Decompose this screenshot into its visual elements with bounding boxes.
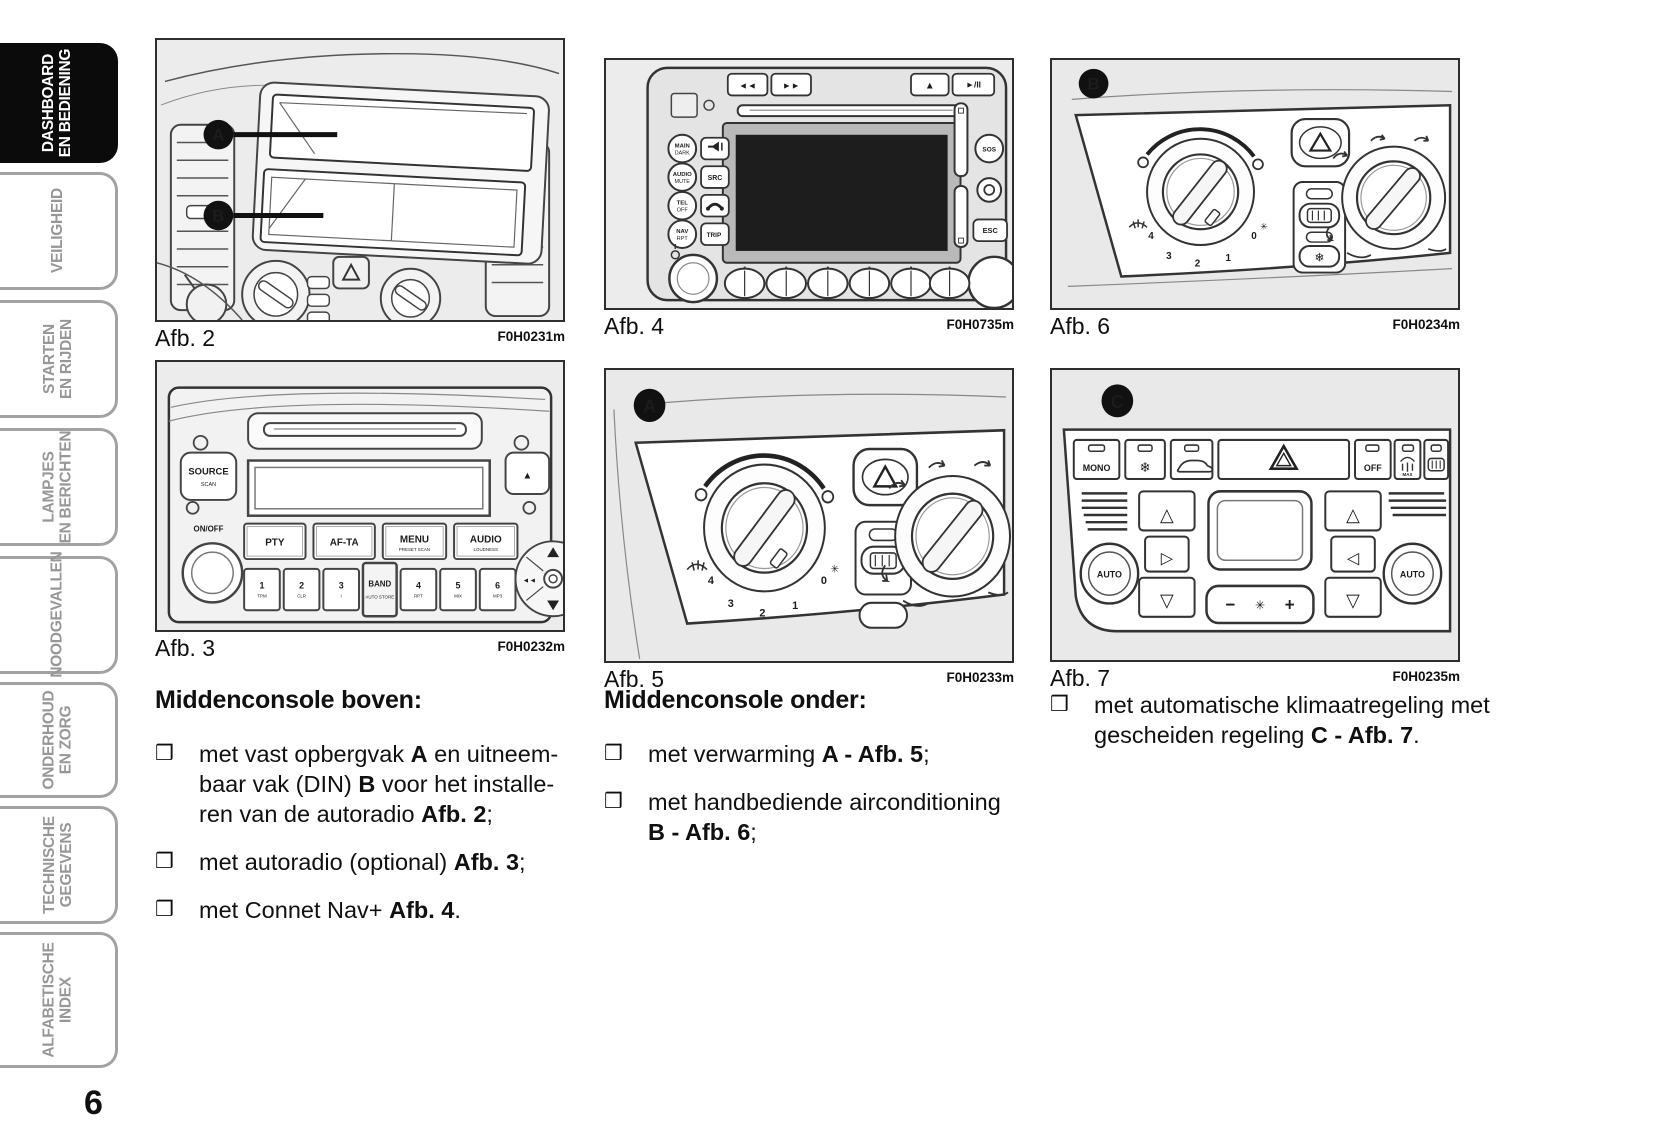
- target-button: [977, 178, 1001, 202]
- sidebar-tab-label: NOODGEVALLEN: [48, 551, 66, 679]
- down-triangle-icon: ▽: [1346, 590, 1360, 611]
- list-item: [604, 787, 1049, 847]
- menu-button: [383, 524, 446, 559]
- heater-panel-illustration: [606, 370, 1012, 661]
- checkbox-bullet-icon: ❒: [1050, 693, 1069, 716]
- list-item: [604, 739, 1049, 769]
- temp-down-button-right: [1325, 578, 1380, 617]
- svg-text:A: A: [212, 125, 225, 145]
- svg-text:BAND: BAND: [368, 579, 392, 589]
- svg-text:MONO: MONO: [1082, 462, 1111, 473]
- fan-icon: ✳: [830, 564, 839, 576]
- svg-text:TEL: TEL: [676, 200, 688, 207]
- svg-text:TPM: TPM: [257, 593, 267, 599]
- sidebar-tab-label: LAMPJES EN BERICHTEN: [40, 430, 75, 544]
- mode-left-button-right: [1331, 537, 1375, 572]
- preset-key-5: [440, 569, 476, 610]
- sidebar-tab-starten-en-rijden: [0, 300, 118, 418]
- right-knob: [968, 257, 1012, 308]
- svg-text:5: 5: [455, 580, 461, 591]
- eject-button: [506, 453, 550, 494]
- figure-afb4: [604, 58, 1014, 340]
- esc-button: [973, 219, 1007, 241]
- rear-defrost-button: [1300, 204, 1340, 228]
- figure-afb7: [1050, 368, 1460, 692]
- trip-button: [701, 223, 729, 245]
- svg-text:1: 1: [792, 599, 799, 613]
- climate-display: [1208, 491, 1311, 569]
- svg-text:−: −: [1225, 594, 1236, 615]
- svg-text:►►: ►►: [782, 80, 800, 91]
- list-item: [155, 895, 590, 925]
- recirculation-button: [1171, 440, 1213, 479]
- temp-up-button-right: [1325, 491, 1380, 530]
- svg-text:▲: ▲: [522, 470, 533, 482]
- svg-text:AUDIO: AUDIO: [469, 534, 502, 546]
- figure-caption: Afb. 4: [604, 313, 665, 339]
- sidebar-tab-lampjes-en-berichten: [0, 428, 118, 546]
- svg-text:+: +: [1284, 594, 1295, 615]
- figure-afb4-frame: [604, 58, 1014, 310]
- sos-button: [975, 135, 1003, 163]
- heater-knob-left: [242, 261, 309, 320]
- sidebar-tab-dashboard-en-bediening: [0, 43, 118, 163]
- car-radio-illustration: [157, 362, 563, 630]
- list-item-text: met handbediende airconditioning B - Afb. 6;: [648, 789, 1001, 845]
- up-triangle-icon: △: [1160, 504, 1174, 526]
- src-button: [701, 166, 729, 188]
- tel-off-button: [668, 192, 696, 220]
- svg-text:3: 3: [1166, 250, 1172, 262]
- svg-text:C: C: [1110, 391, 1124, 413]
- heater-knob-right: [381, 269, 440, 320]
- svg-text:PTY: PTY: [265, 537, 285, 549]
- figure-caption: Afb. 2: [155, 325, 216, 351]
- figure-afb5: [604, 368, 1014, 693]
- svg-text:i: i: [340, 593, 342, 599]
- svg-text:0: 0: [820, 574, 827, 588]
- audio-button: [454, 524, 517, 559]
- nav-rpt-button: [668, 220, 696, 248]
- svg-text:PRESET SCAN: PRESET SCAN: [398, 547, 431, 553]
- checkbox-bullet-icon: ❒: [155, 850, 174, 873]
- fan-icon: ✳: [1260, 221, 1268, 232]
- figure-afb2: [155, 38, 565, 352]
- sidebar-tab-onderhoud-en-zorg: [0, 682, 118, 798]
- figure-afb2-frame: [155, 38, 565, 322]
- svg-text:SOS: SOS: [982, 146, 997, 154]
- svg-text:OFF: OFF: [676, 207, 688, 214]
- list-item-text: met verwarming A - Afb. 5;: [648, 741, 930, 767]
- band-button: [363, 563, 397, 616]
- sidebar-tab-label: ALFABETISCHE INDEX: [40, 942, 75, 1058]
- svg-text:1: 1: [1225, 252, 1232, 264]
- figure-caption: Afb. 7: [1050, 665, 1111, 691]
- svg-text:4: 4: [415, 580, 421, 591]
- svg-text:AUTO: AUTO: [1096, 569, 1122, 580]
- left-triangle-icon: ◁: [1346, 549, 1360, 568]
- svg-text:2: 2: [1194, 258, 1201, 270]
- main-dark-button: [668, 135, 696, 163]
- mono-button: [1074, 440, 1120, 479]
- figure-code: F0H0231m: [497, 329, 565, 344]
- svg-text:MAIN: MAIN: [674, 143, 690, 150]
- hazard-lights-button: [1218, 440, 1349, 479]
- list-item-text: met automatische klimaatregeling met gescheiden regeling C - Afb. 7.: [1094, 692, 1490, 748]
- display-screen: [723, 123, 961, 263]
- svg-text:◄◄: ◄◄: [738, 80, 757, 91]
- hazard-lights-button: [854, 449, 917, 505]
- svg-text:CLR: CLR: [297, 593, 307, 599]
- temp-up-button-left: [1139, 491, 1194, 530]
- svg-text:A: A: [643, 395, 657, 417]
- svg-text:SOURCE: SOURCE: [188, 466, 229, 477]
- heading-middenconsole-boven: Middenconsole boven:: [155, 686, 422, 714]
- svg-text:MP3: MP3: [493, 593, 503, 599]
- auto-knob-right: [1384, 544, 1441, 604]
- cd-slot: [738, 105, 966, 116]
- checkbox-bullet-icon: ❒: [604, 790, 623, 813]
- right-triangle-icon: ▷: [1160, 549, 1173, 568]
- phone-button: [701, 195, 729, 217]
- marker-a: [634, 389, 666, 422]
- svg-text:3: 3: [727, 597, 734, 611]
- list-item: [155, 847, 590, 877]
- svg-text:ON/OFF: ON/OFF: [193, 524, 224, 534]
- sidebar-tab-label: TECHNISCHE GEGEVENS: [40, 816, 75, 914]
- figure-afb6: [1050, 58, 1460, 340]
- sidebar-tab-alfabetische-index: [0, 932, 118, 1068]
- figure-code: F0H0232m: [497, 639, 565, 654]
- text-column-middenconsole-boven: [155, 686, 590, 943]
- svg-text:▲: ▲: [924, 80, 935, 92]
- sidebar-tab-label: DASHBOARD EN BEDIENING: [40, 48, 75, 158]
- text-column-middenconsole-onder: [604, 686, 1049, 865]
- figure-code: F0H0233m: [946, 670, 1014, 685]
- blank-button: [860, 603, 908, 628]
- figure-caption: Afb. 3: [155, 635, 216, 661]
- svg-text:4: 4: [707, 574, 714, 588]
- rewind-icon: ◄◄: [522, 577, 537, 585]
- svg-text:MENU: MENU: [399, 534, 430, 546]
- sidebar-tab-label: STARTEN EN RIJDEN: [40, 319, 75, 399]
- af-ta-button: [313, 524, 374, 559]
- svg-text:2: 2: [759, 607, 766, 620]
- rewind-button: [728, 74, 768, 96]
- fast-forward-button: [771, 74, 811, 96]
- ac-snowflake-button: [1125, 440, 1165, 479]
- auto-climate-panel-illustration: [1052, 370, 1458, 660]
- svg-text:AUDIO: AUDIO: [672, 172, 692, 179]
- preset-key-6: [480, 569, 516, 610]
- voice-button: [701, 138, 729, 160]
- svg-text:AUTO STORE: AUTO STORE: [365, 594, 395, 600]
- source-button: [181, 453, 236, 500]
- hazard-lights-button: [1292, 119, 1349, 166]
- up-triangle-icon: △: [1346, 504, 1360, 526]
- svg-text:MUTE: MUTE: [674, 179, 690, 186]
- rear-defrost-button: [1424, 440, 1448, 479]
- center-switch-stack: [1294, 182, 1345, 273]
- dashboard-compartments-illustration: [157, 40, 563, 320]
- sidebar-tab-label: ONDERHOUD EN ZORG: [40, 690, 75, 790]
- snowflake-icon: ❄: [1314, 250, 1325, 265]
- auto-knob-left: [1081, 544, 1138, 604]
- svg-text:TRIP: TRIP: [706, 232, 722, 240]
- svg-text:SRC: SRC: [707, 175, 723, 183]
- svg-text:LOUDNESS: LOUDNESS: [473, 547, 499, 553]
- temp-down-button-left: [1139, 578, 1194, 617]
- figure-afb7-frame: [1050, 368, 1460, 662]
- checkbox-bullet-icon: ❒: [604, 742, 623, 765]
- off-button: [1355, 440, 1391, 479]
- svg-text:2: 2: [299, 580, 305, 591]
- memory-card-slots: [955, 103, 968, 247]
- figure-afb6-frame: [1050, 58, 1460, 310]
- svg-text:3: 3: [338, 580, 344, 591]
- figure-code: F0H0235m: [1392, 669, 1460, 684]
- page-number: 6: [84, 1084, 103, 1122]
- marker-b: [1079, 69, 1109, 99]
- svg-text:NAV: NAV: [676, 229, 689, 236]
- svg-text:ESC: ESC: [982, 226, 998, 236]
- preset-key-1: [244, 569, 280, 610]
- svg-text:B: B: [212, 206, 225, 226]
- radio-display: [248, 461, 490, 516]
- svg-text:RPT: RPT: [413, 593, 423, 599]
- mode-right-button-left: [1145, 537, 1189, 572]
- audio-mute-button: [668, 163, 696, 191]
- svg-text:SCAN: SCAN: [200, 482, 217, 489]
- figure-code: F0H0735m: [946, 317, 1014, 332]
- figure-afb3: [155, 360, 565, 662]
- figure-caption: Afb. 5: [604, 666, 665, 692]
- list-item: [1050, 690, 1495, 750]
- figure-afb5-frame: [604, 368, 1014, 663]
- svg-text:RPT: RPT: [676, 236, 688, 243]
- svg-text:MAX: MAX: [1402, 471, 1413, 477]
- svg-text:4: 4: [1148, 231, 1154, 243]
- svg-text:0: 0: [1251, 231, 1257, 243]
- svg-text:AF-TA: AF-TA: [329, 537, 359, 549]
- svg-text:OFF: OFF: [1363, 462, 1382, 473]
- svg-text:MIX: MIX: [454, 593, 462, 599]
- pty-button: [244, 524, 305, 559]
- text-column-klimaatregeling: [1050, 690, 1495, 768]
- cd-slot: [248, 413, 482, 448]
- list-item-text: met Connet Nav+ Afb. 4.: [199, 897, 461, 923]
- sidebar-tab-noodgevallen: [0, 551, 118, 679]
- hazard-lights-button: [333, 257, 369, 289]
- snowflake-icon: ❄: [1139, 459, 1151, 475]
- heading-middenconsole-onder: Middenconsole onder:: [604, 686, 867, 714]
- marker-c: [1102, 384, 1134, 417]
- preset-key-4: [401, 569, 437, 610]
- ac-snowflake-button: [1300, 246, 1340, 267]
- connect-nav-illustration: [606, 60, 1012, 308]
- svg-text:6: 6: [495, 580, 501, 591]
- figure-code: F0H0234m: [1392, 317, 1460, 332]
- fan-control-button: [1206, 586, 1313, 623]
- max-defrost-button: [1395, 440, 1421, 479]
- svg-text:DARK: DARK: [674, 150, 690, 157]
- svg-text:►/II: ►/II: [965, 79, 982, 90]
- play-pause-button: [953, 74, 995, 96]
- preset-key-3: [323, 569, 359, 610]
- svg-text:AUTO: AUTO: [1399, 569, 1425, 580]
- preset-key-2: [284, 569, 320, 610]
- list-item: [155, 739, 590, 829]
- figure-caption: Afb. 6: [1050, 313, 1111, 339]
- down-triangle-icon: ▽: [1160, 590, 1174, 611]
- checkbox-bullet-icon: ❒: [155, 742, 174, 765]
- svg-text:1: 1: [259, 580, 265, 591]
- checkbox-bullet-icon: ❒: [155, 898, 174, 921]
- sidebar-tab-technische-gegevens: [0, 806, 118, 924]
- svg-text:B: B: [1087, 74, 1100, 94]
- manual-ac-panel-illustration: [1052, 60, 1458, 308]
- storage-compartment-b: [260, 169, 525, 255]
- sidebar-tab-veiligheid: [0, 172, 118, 290]
- list-item-text: met vast opbergvak A en uitneem- baar vak (DIN) B voor het installe- ren van de autoradio Afb. 2;: [199, 741, 559, 827]
- list-item-text: met autoradio (optional) Afb. 3;: [199, 849, 526, 875]
- sidebar-tab-label: VEILIGHEID: [48, 188, 66, 274]
- fan-icon: ✳: [1254, 598, 1265, 613]
- eject-button: [911, 74, 949, 96]
- small-switches: [308, 277, 330, 320]
- figure-afb3-frame: [155, 360, 565, 632]
